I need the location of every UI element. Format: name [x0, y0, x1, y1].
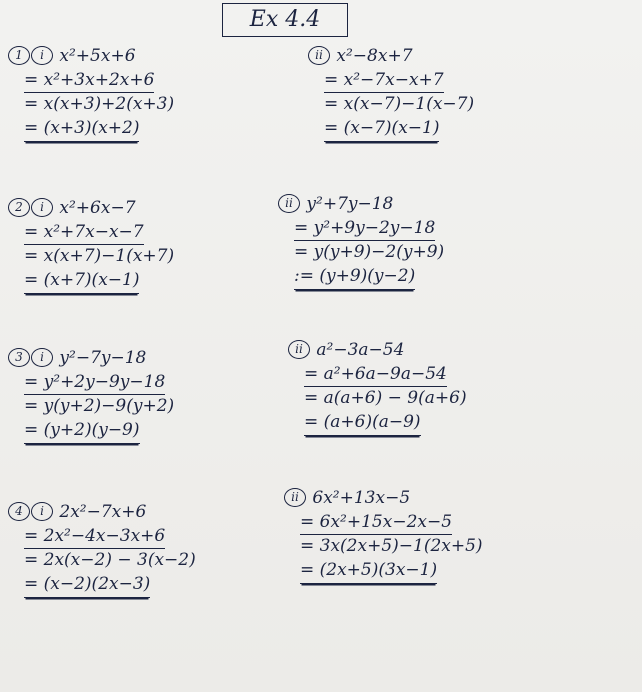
step-split: = x²+3x+2x+6: [24, 68, 154, 93]
expression: a²−3a−54: [316, 340, 405, 360]
step-group: = 2x(x−2) − 3(x−2): [24, 550, 196, 570]
part-badge: i: [31, 46, 53, 65]
question-number-badge: 3: [8, 348, 30, 367]
step-group: = y(y+9)−2(y+9): [294, 242, 445, 262]
step-split: = 6x²+15x−2x−5: [300, 510, 452, 535]
step-split: = a²+6a−9a−54: [304, 362, 447, 387]
final-answer: = (x−2)(2x−3): [24, 572, 150, 598]
final-answer: = (x−7)(x−1): [324, 116, 439, 142]
step-group: = x(x+3)+2(x+3): [24, 94, 175, 114]
step-split: = x²+7x−x−7: [24, 220, 144, 245]
problem-1-part-ii: [308, 44, 474, 140]
step-split: = y²+9y−2y−18: [294, 216, 435, 241]
part-badge: ii: [308, 46, 330, 65]
final-answer: = (x+3)(x+2): [24, 116, 139, 142]
problem-1-part-i: [8, 44, 174, 140]
expression: y²−7y−18: [59, 348, 147, 368]
problem-4-part-i: [8, 500, 196, 596]
problem-4-part-ii: [284, 486, 483, 582]
step-split: = y²+2y−9y−18: [24, 370, 165, 395]
problem-2-part-i: [8, 196, 174, 292]
final-answer: := (y+9)(y−2): [294, 264, 415, 290]
part-badge: ii: [284, 488, 306, 507]
expression: y²+7y−18: [306, 194, 394, 214]
expression: 2x²−7x+6: [59, 502, 147, 522]
step-split: = x²−7x−x+7: [324, 68, 444, 93]
problem-2-part-ii: [278, 192, 444, 288]
step-split: = 2x²−4x−3x+6: [24, 524, 165, 549]
part-badge: i: [31, 502, 53, 521]
part-badge: i: [31, 198, 53, 217]
question-number-badge: 2: [8, 198, 30, 217]
expression: x²+5x+6: [59, 46, 136, 66]
question-number-badge: 1: [8, 46, 30, 65]
expression: x²+6x−7: [59, 198, 136, 218]
step-group: = 3x(2x+5)−1(2x+5): [300, 536, 483, 556]
step-group: = a(a+6) − 9(a+6): [304, 388, 467, 408]
final-answer: = (2x+5)(3x−1): [300, 558, 437, 584]
expression: x²−8x+7: [336, 46, 413, 66]
question-number-badge: 4: [8, 502, 30, 521]
problem-3-part-ii: [288, 338, 467, 434]
step-group: = x(x+7)−1(x+7): [24, 246, 175, 266]
part-badge: ii: [278, 194, 300, 213]
expression: 6x²+13x−5: [312, 488, 411, 508]
final-answer: = (x+7)(x−1): [24, 268, 139, 294]
part-badge: ii: [288, 340, 310, 359]
problem-3-part-i: [8, 346, 174, 442]
step-group: = y(y+2)−9(y+2): [24, 396, 175, 416]
part-badge: i: [31, 348, 53, 367]
step-group: = x(x−7)−1(x−7): [324, 94, 475, 114]
exercise-title: Ex 4.4: [222, 3, 348, 37]
final-answer: = (y+2)(y−9): [24, 418, 140, 444]
final-answer: = (a+6)(a−9): [304, 410, 421, 436]
